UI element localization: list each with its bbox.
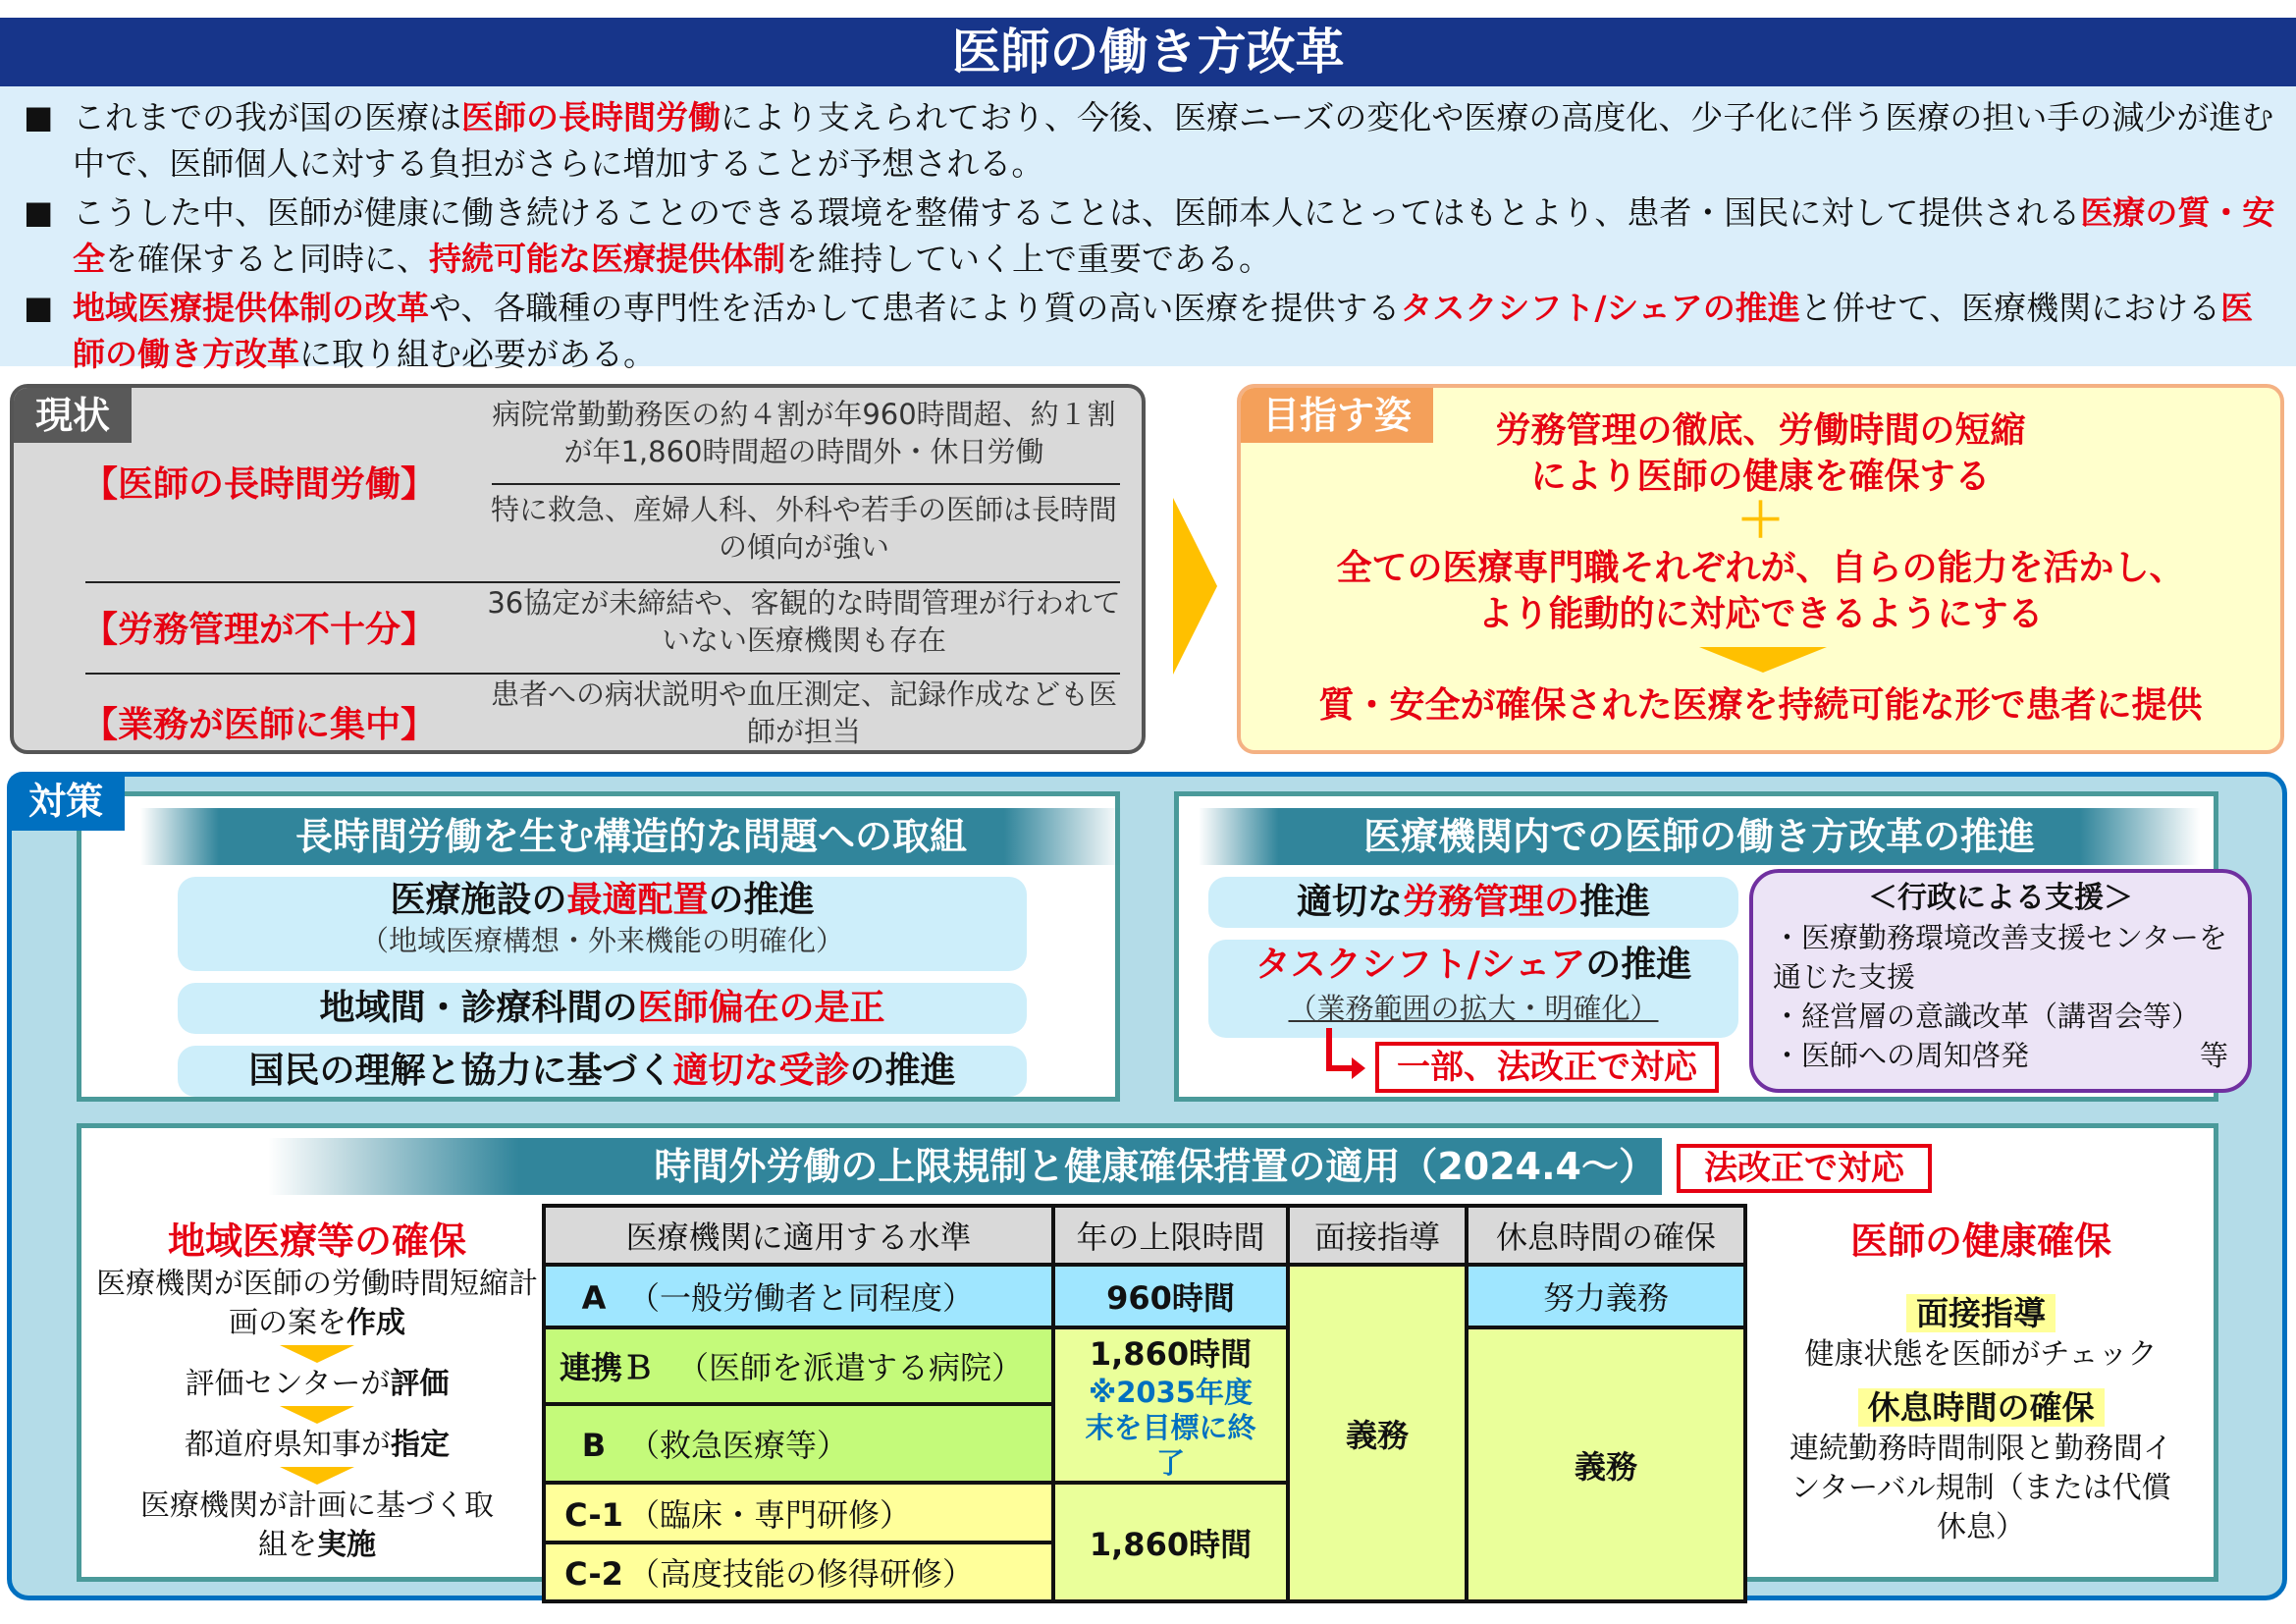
health-title: 医師の健康確保	[1849, 1219, 2111, 1263]
measure-item	[178, 983, 1027, 1034]
issue-title: 【労務管理が不十分】	[82, 610, 437, 650]
text: 推進	[1579, 882, 1651, 922]
measure-item	[1208, 877, 1738, 928]
bullet-square-icon: ■	[24, 98, 54, 135]
health-text: 健康状態を医師がチェック	[1804, 1337, 2158, 1372]
bullet-square-icon: ■	[24, 289, 54, 326]
text: 評価センターが	[185, 1367, 391, 1401]
support-item: ・経営層の意識改革（講習会等）	[1773, 1000, 2201, 1033]
emphasis: 持続可能な医療提供体制	[429, 240, 785, 278]
doctor-health-section	[1750, 1211, 2212, 1547]
text: 国民の理解と協力に基づく	[248, 1051, 673, 1091]
emphasis: 適切な受診	[672, 1051, 850, 1091]
subtext: （業務範囲の拡大・明確化）	[1288, 992, 1659, 1025]
level-cell	[544, 1265, 1053, 1327]
arrow-down-icon	[280, 1467, 354, 1485]
flow-step	[91, 1487, 543, 1565]
health-heading: 面接指導	[1906, 1294, 2056, 1332]
goal-text: により医師の健康を確保する	[1530, 457, 1991, 497]
rest-cell: 義務	[1467, 1327, 1745, 1601]
table-row	[544, 1327, 1745, 1404]
flow-title: 地域医療等の確保	[167, 1219, 466, 1263]
column-header: 休息時間の確保	[1467, 1206, 1745, 1265]
emphasis: 地域医療提供体制の改革	[73, 289, 429, 327]
arrow-right-icon	[1173, 498, 1217, 675]
current-state-label: 現状	[14, 388, 132, 443]
emphasis: 医師の働き方改革	[73, 289, 2254, 373]
hours-value: 1,860時間	[1089, 1335, 1253, 1373]
intro-paragraph	[24, 189, 2276, 282]
table-row	[544, 1265, 1745, 1327]
health-text: 連続勤務時間制限と勤務間インターバル規制（または代償休息）	[1789, 1432, 2172, 1544]
text: を確保すると同時に、	[105, 240, 429, 278]
issue-detail: 患者への病状説明や血圧測定、記録作成なども医師が担当	[490, 677, 1117, 748]
goal-label: 目指す姿	[1241, 388, 1433, 443]
measure-item	[1208, 940, 1738, 1038]
text: こうした中、医師が健康に働き続けることのできる環境を整備することは、医師本人にとってはもとより、患者・国民に対して提供される	[73, 193, 2081, 232]
current-state-panel	[10, 384, 1146, 754]
flow-step	[91, 1265, 543, 1343]
intro-section	[0, 86, 2296, 373]
emphasis: 最適配置	[566, 880, 709, 920]
flow-step	[91, 1426, 543, 1465]
hours-cell: 1,860時間	[1053, 1483, 1288, 1601]
section-heading: 長時間労働を生む構造的な問題への取組	[140, 808, 1122, 865]
level-code: 連携Ｂ	[560, 1348, 655, 1386]
level-cell	[544, 1327, 1053, 1404]
text: と併せて、医療機関における	[1799, 289, 2221, 327]
bullet-square-icon: ■	[24, 193, 54, 231]
emphasis: 作成	[347, 1306, 405, 1340]
text: これまでの我が国の医療は	[73, 98, 461, 136]
text: を維持していく上で重要である。	[785, 240, 1271, 278]
section-heading: 時間外労働の上限規制と健康確保措置の適用（2024.4～）	[268, 1138, 1662, 1195]
text: 適切な	[1296, 882, 1403, 922]
emphasis: 医療の質・安全	[73, 193, 2275, 278]
column-header: 医療機関に適用する水準	[544, 1206, 1053, 1265]
regulation-table	[542, 1204, 1747, 1603]
divider	[85, 581, 1120, 583]
emphasis: 実施	[317, 1528, 376, 1562]
law-revision-note: 一部、法改正で対応	[1375, 1042, 1719, 1093]
level-cell	[544, 1483, 1053, 1543]
level-code: C-2	[564, 1555, 623, 1593]
divider	[85, 673, 1120, 675]
section-heading: 医療機関内での医師の働き方改革の推進	[1199, 808, 2200, 865]
intro-paragraph	[24, 285, 2276, 377]
level-desc: （医師を派遣する病院）	[677, 1348, 1024, 1386]
issue-title: 【医師の長時間労働】	[82, 464, 437, 505]
health-heading: 休息時間の確保	[1858, 1388, 2105, 1427]
table-header-row	[544, 1206, 1745, 1265]
etc-label: 等	[2199, 1039, 2228, 1072]
goal-text: 労務管理の徹底、労働時間の短縮	[1495, 410, 2026, 451]
measure-item	[178, 1046, 1027, 1097]
issue-detail: 36協定が未締結や、客観的な時間管理が行われていない医療機関も存在	[487, 586, 1121, 657]
goal-text: より能動的に対応できるようにする	[1477, 594, 2044, 634]
level-code: A	[581, 1279, 607, 1317]
text: 医療機関が計画に基づく取組を	[140, 1489, 494, 1562]
rest-cell: 努力義務	[1467, 1265, 1745, 1327]
text: の推進	[1585, 945, 1692, 985]
goal-text: 質・安全が確保された医療を持続可能な形で患者に提供	[1318, 685, 2203, 726]
emphasis: 指定	[391, 1428, 450, 1462]
text: の推進	[708, 880, 815, 920]
level-code: B	[581, 1426, 607, 1464]
emphasis: タスクシフト/シェアの推進	[1400, 289, 1800, 327]
level-desc: （一般労働者と同程度）	[628, 1279, 975, 1317]
arrow-down-icon	[280, 1406, 354, 1424]
hours-cell	[1053, 1327, 1288, 1483]
arrow-head-icon	[1352, 1057, 1365, 1079]
goal-panel	[1237, 384, 2284, 754]
column-header: 年の上限時間	[1053, 1206, 1288, 1265]
support-item: ・医療勤務環境改善支援センターを通じた支援	[1773, 921, 2227, 994]
text: 都道府県知事が	[185, 1428, 391, 1462]
support-title: ＜行政による支援＞	[1868, 881, 2133, 915]
text: や、各職種の専門性を活かして患者により質の高い医療を提供する	[429, 289, 1401, 327]
emphasis: 医師偏在の是正	[637, 988, 885, 1028]
emphasis: 評価	[390, 1367, 450, 1401]
level-desc: （臨床・専門研修）	[628, 1495, 912, 1534]
text: の推進	[849, 1051, 956, 1091]
subtext: （地域医療構想・外来機能の明確化）	[359, 924, 844, 957]
measure-item	[178, 877, 1027, 971]
government-support-box	[1749, 869, 2252, 1093]
text: 医療施設の	[390, 880, 567, 920]
plus-icon: ＋	[1736, 493, 1785, 548]
issue-detail: 病院常勤勤務医の約４割が年960時間超、約１割が年1,860時間超の時間外・休日労働	[492, 398, 1116, 468]
column-header: 面接指導	[1288, 1206, 1467, 1265]
arrow-down-icon	[280, 1345, 354, 1363]
intro-paragraph	[24, 94, 2276, 187]
level-desc: （救急医療等）	[628, 1426, 849, 1464]
issue-title: 【業務が医師に集中】	[82, 705, 437, 745]
goal-text: 全ての医療専門職それぞれが、自らの能力を活かし、	[1336, 548, 2185, 588]
support-item: ・医師への周知啓発	[1773, 1039, 2030, 1072]
law-revision-badge: 法改正で対応	[1677, 1144, 1932, 1193]
issue-detail: 特に救急、産婦人科、外科や若手の医師は長時間の傾向が強い	[490, 493, 1117, 564]
arrow-down-icon	[1699, 647, 1827, 673]
level-code: C-1	[564, 1495, 623, 1534]
text: 地域間・診療科間の	[319, 988, 638, 1028]
level-desc: （高度技能の修得研修）	[628, 1555, 975, 1593]
regional-care-flow	[91, 1211, 543, 1565]
emphasis: 労務管理の	[1402, 882, 1579, 922]
level-cell	[544, 1404, 1053, 1483]
page-title: 医師の働き方改革	[0, 18, 2296, 86]
interview-cell: 義務	[1288, 1265, 1467, 1601]
text: により支えられており、今後、医療ニーズの変化や医療の高度化、少子化に伴う医療の担い手の減少が進む中で、医師個人に対する負担がさらに増加することが予想される。	[73, 98, 2274, 183]
flow-step	[91, 1365, 543, 1404]
text: 医療機関が医師の労働時間短縮計画の案を	[96, 1267, 538, 1340]
emphasis: タスクシフト/シェア	[1255, 945, 1586, 985]
text: に取り組む必要がある。	[299, 335, 656, 373]
structural-measures-box	[77, 791, 1120, 1102]
hours-cell: 960時間	[1053, 1265, 1288, 1327]
divider	[492, 483, 1120, 485]
level-cell	[544, 1543, 1053, 1601]
emphasis: 医師の長時間労働	[461, 98, 721, 136]
hours-note: ※2035年度末を目標に終了	[1085, 1376, 1256, 1480]
measures-label: 対策	[7, 772, 125, 831]
